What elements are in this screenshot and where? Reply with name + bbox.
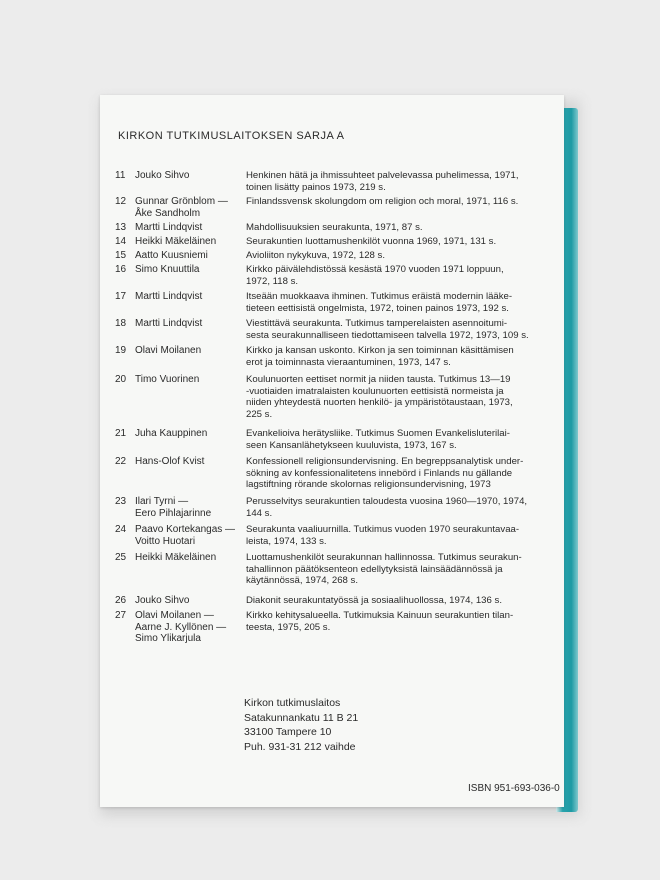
entry-description: Kirkko päivälehdistössä kesästä 1970 vuoden 1971 loppuun, 1972, 118 s. [246,264,504,287]
entry-number: 23 [115,496,127,507]
entry-author: Heikki Mäkeläinen [135,552,217,563]
entry-description: Diakonit seurakuntatyössä ja sosiaalihuollossa, 1974, 136 s. [246,595,502,606]
entry-author: Hans-Olof Kvist [135,456,205,467]
entry-number: 27 [115,610,127,621]
entry-description: Perusselvitys seurakuntien taloudesta vuosina 1960—1970, 1974, 144 s. [246,496,528,519]
entry-description: Kirkko ja kansan uskonto. Kirkon ja sen toiminnan käsittämisen erot ja toiminnasta vieraantuminen, 1973, 147 s. [246,345,514,368]
postal-city: 33100 Tampere 10 [244,726,332,739]
entry-number: 16 [115,264,127,275]
entry-number: 18 [115,318,127,329]
entry-author: Martti Lindqvist [135,222,203,233]
entry-author: Martti Lindqvist [135,318,203,329]
entry-author: Olavi Moilanen — Aarne J. Kyllönen — Simo Ylikarjula [135,610,227,645]
entry-description: Avioliiton nykykuva, 1972, 128 s. [246,250,386,261]
entry-description: Konfessionell religionsundervisning. En begreppsanalytisk under- sökning av konfessionalitetens innebörd i Finlands nu gällande lagstiftning rörande skolornas religionsundervisning, 1973 [246,456,524,491]
entry-number: 12 [115,196,127,207]
entry-author: Juha Kauppinen [135,428,208,439]
entry-author: Paavo Kortekangas — Voitto Huotari [135,524,236,547]
entry-number: 13 [115,222,127,233]
entry-number: 24 [115,524,127,535]
isbn: ISBN 951-693-036-0 [468,783,560,794]
entry-number: 25 [115,552,127,563]
entry-author: Simo Knuuttila [135,264,200,275]
entry-description: Seurakunta vaaliuurnilla. Tutkimus vuoden 1970 seurakuntavaa- leista, 1974, 133 s. [246,524,520,547]
entry-description: Henkinen hätä ja ihmissuhteet palvelevassa puhelimessa, 1971, toinen lisätty painos 1973, 219 s. [246,170,519,193]
entry-number: 17 [115,291,127,302]
entry-number: 20 [115,374,127,385]
phone-number: Puh. 931-31 212 vaihde [244,740,356,753]
entry-description: Koulunuorten eettiset normit ja niiden tausta. Tutkimus 13—19 -vuotiaiden imatralaisten koulunuorten eettisistä normeista ja niiden yhteydestä nuorten henkilö- ja ympäristötaustaan, 1973, 225 s. [246,374,513,421]
entry-description: Viestittävä seurakunta. Tutkimus tamperelaisten asennoitumi- sesta seurakunnalliseen tiedottamiseen talvella 1972, 1973, 109 s. [246,318,529,341]
entry-author: Heikki Mäkeläinen [135,236,217,247]
entry-description: Itseään muokkaava ihminen. Tutkimus eräistä modernin lääke- tieteen eettisistä ongelmista, 1972, toinen painos 1973, 192 s. [246,291,513,314]
entry-number: 21 [115,428,127,439]
entry-description: Luottamushenkilöt seurakunnan hallinnossa. Tutkimus seurakun- tahallinnon päätöksenteon edellytyksistä lainsäädännössä ja käytännössä, 1974, 268 s. [246,552,522,587]
entry-number: 26 [115,595,127,606]
entry-description: Evankelioiva herätysliike. Tutkimus Suomen Evankelisluterilai- seen Kansanlähetykseen kuuluvista, 1973, 167 s. [246,428,510,451]
series-title: KIRKON TUTKIMUSLAITOKSEN SARJA A [118,130,345,142]
entry-number: 14 [115,236,127,247]
entry-author: Timo Vuorinen [135,374,200,385]
entry-author: Gunnar Grönblom — Åke Sandholm [135,196,228,219]
publisher-address [244,696,358,754]
entry-author: Aatto Kuusniemi [135,250,208,261]
entry-author: Martti Lindqvist [135,291,203,302]
entry-author: Olavi Moilanen [135,345,202,356]
entry-description: Finlandssvensk skolungdom om religion och moral, 1971, 116 s. [246,196,519,207]
entry-number: 22 [115,456,127,467]
entry-number: 19 [115,345,127,356]
entry-description: Seurakuntien luottamushenkilöt vuonna 1969, 1971, 131 s. [246,236,497,247]
entry-author: Ilari Tyrni — Eero Pihlajarinne [135,496,212,519]
publisher-name: Kirkon tutkimuslaitos [244,697,341,709]
entry-author: Jouko Sihvo [135,595,190,606]
entry-description: Mahdollisuuksien seurakunta, 1971, 87 s. [246,222,423,233]
entry-number: 15 [115,250,127,261]
entry-number: 11 [115,170,126,181]
street-address: Satakunnankatu 11 B 21 [244,711,359,724]
entry-description: Kirkko kehitysalueella. Tutkimuksia Kainuun seurakuntien tilan- teesta, 1975, 205 s. [246,610,514,633]
entry-author: Jouko Sihvo [135,170,190,181]
